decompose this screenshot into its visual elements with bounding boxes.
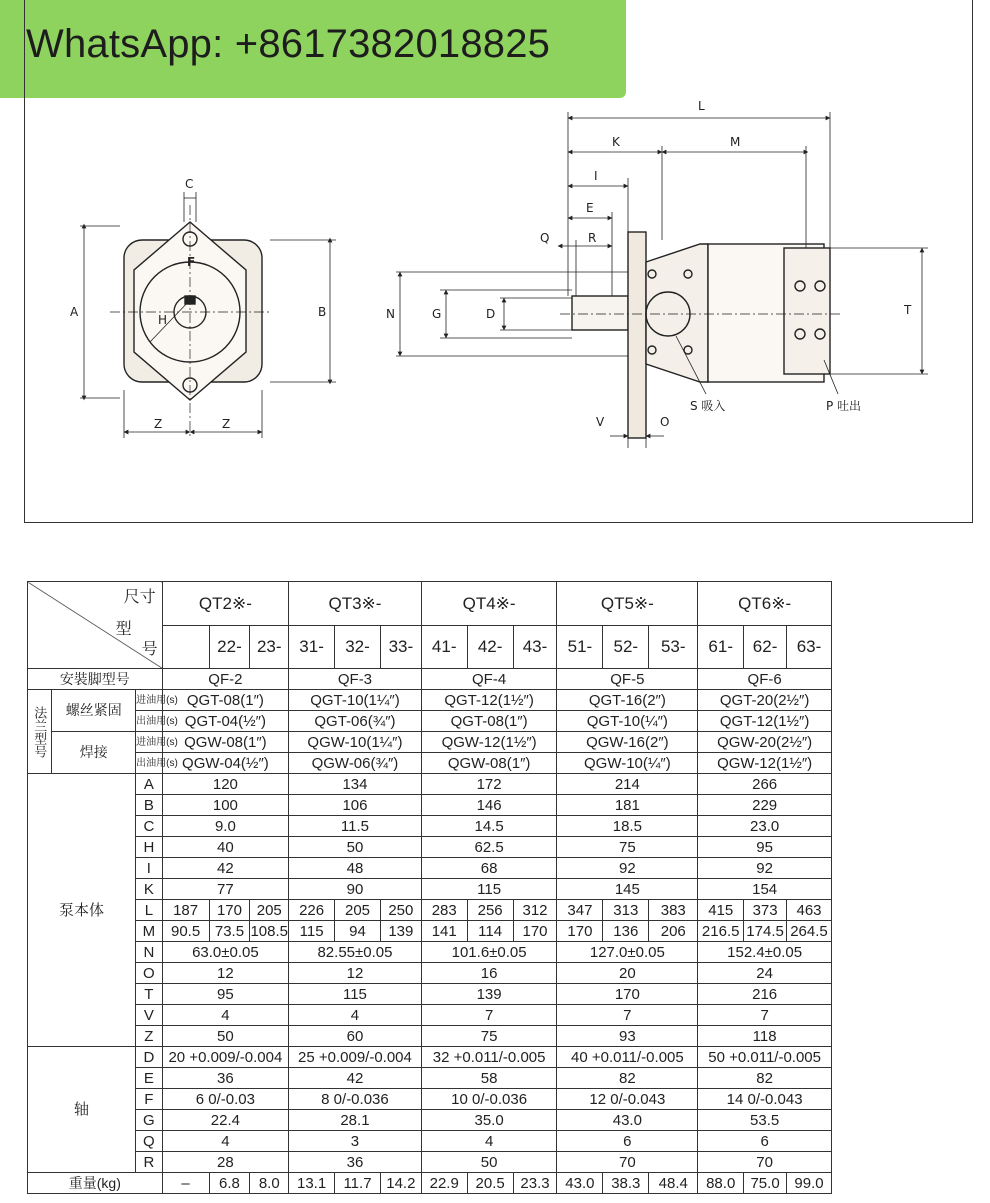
dim-value-cell: 92: [557, 858, 698, 879]
dim-value-cell: 106: [289, 795, 422, 816]
screw-in-cell: QGT-20(2½″): [698, 690, 832, 711]
body-label: 泵本体: [28, 774, 136, 1047]
dim-value-cell: 36: [162, 1068, 289, 1089]
svg-text:B: B: [318, 305, 327, 319]
svg-text:V: V: [596, 415, 605, 429]
dim-value-cell: 58: [421, 1068, 557, 1089]
weld-in-cell: QGW-08(1″): [162, 732, 289, 753]
dim-value-cell: 283: [421, 900, 467, 921]
dim-value-cell: 92: [698, 858, 832, 879]
dim-value-cell: 48: [289, 858, 422, 879]
dim-value-cell: 264.5: [787, 921, 832, 942]
group-qt5: QT5※-: [557, 582, 698, 626]
dim-value-cell: 22.4: [162, 1110, 289, 1131]
dim-value-cell: 7: [557, 1005, 698, 1026]
dim-value-cell: 16: [421, 963, 557, 984]
dim-value-cell: 229: [698, 795, 832, 816]
dim-value-cell: 216.5: [698, 921, 744, 942]
dim-value-cell: 50: [421, 1152, 557, 1173]
svg-text:S 吸入: S 吸入: [690, 399, 726, 413]
dim-key-cell: H: [136, 837, 163, 858]
dim-key-cell: M: [136, 921, 163, 942]
dim-value-cell: 7: [698, 1005, 832, 1026]
weight-cell: 11.7: [335, 1173, 381, 1194]
weld-out-cell: QGW-12(1½″): [698, 753, 832, 774]
dim-value-cell: 114: [467, 921, 513, 942]
dim-value-cell: 170: [557, 984, 698, 1005]
dim-value-cell: 7: [421, 1005, 557, 1026]
model-cell: 51-: [557, 625, 603, 669]
svg-text:D: D: [486, 307, 496, 321]
corner-header-cell: [28, 582, 163, 669]
screw-out-cell: QGT-10(¼″): [557, 711, 698, 732]
dim-value-cell: 53.5: [698, 1110, 832, 1131]
dim-value-cell: 206: [649, 921, 698, 942]
dim-key-cell: R: [136, 1152, 163, 1173]
dim-value-cell: 73.5: [209, 921, 250, 942]
weight-cell: 14.2: [380, 1173, 421, 1194]
mount-label: 安裝脚型号: [28, 669, 163, 690]
dim-value-cell: 63.0±0.05: [162, 942, 289, 963]
dim-value-cell: 139: [380, 921, 421, 942]
dim-value-cell: 139: [421, 984, 557, 1005]
model-cell: 52-: [603, 625, 649, 669]
dim-value-cell: 42: [289, 1068, 422, 1089]
dim-value-cell: 10 0/-0.036: [421, 1089, 557, 1110]
dim-value-cell: 12: [162, 963, 289, 984]
dim-value-cell: 181: [557, 795, 698, 816]
dim-value-cell: 214: [557, 774, 698, 795]
dim-value-cell: 118: [698, 1026, 832, 1047]
screw-in-cell: QGT-16(2″): [557, 690, 698, 711]
corner-num: 号: [141, 641, 158, 658]
dim-value-cell: 70: [698, 1152, 832, 1173]
dim-value-cell: 463: [787, 900, 832, 921]
dim-key-cell: I: [136, 858, 163, 879]
dim-value-cell: 4: [289, 1005, 422, 1026]
in-label: 进油用(s): [136, 690, 163, 711]
model-cell: 23-: [250, 625, 289, 669]
svg-text:G: G: [432, 307, 442, 321]
weight-cell: –: [162, 1173, 209, 1194]
dim-value-cell: 20 +0.009/-0.004: [162, 1047, 289, 1068]
screw-label: 螺丝紧固: [52, 690, 136, 732]
dim-value-cell: 14 0/-0.043: [698, 1089, 832, 1110]
side-view: [396, 112, 928, 448]
corner-type: 型: [115, 621, 132, 638]
weight-cell: 99.0: [787, 1173, 832, 1194]
group-qt2: QT2※-: [162, 582, 289, 626]
dim-value-cell: 90.5: [162, 921, 209, 942]
flange-label: 法兰型号: [28, 690, 52, 774]
weld-in-cell: QGW-12(1½″): [421, 732, 557, 753]
weight-cell: 22.9: [421, 1173, 467, 1194]
mount-cell: QF-5: [557, 669, 698, 690]
dim-key-cell: A: [136, 774, 163, 795]
dim-value-cell: 23.0: [698, 816, 832, 837]
dim-key-cell: Z: [136, 1026, 163, 1047]
weight-cell: 8.0: [250, 1173, 289, 1194]
model-cell: 32-: [335, 625, 381, 669]
mount-cell: QF-4: [421, 669, 557, 690]
dim-value-cell: 373: [744, 900, 787, 921]
dim-value-cell: 347: [557, 900, 603, 921]
dim-key-cell: E: [136, 1068, 163, 1089]
banner-text: WhatsApp: +8617382018825: [26, 22, 551, 66]
svg-text:O: O: [660, 415, 670, 429]
dim-value-cell: 42: [162, 858, 289, 879]
dimension-table: [27, 581, 832, 1194]
dim-value-cell: 93: [557, 1026, 698, 1047]
front-view: [80, 192, 336, 438]
weld-out-cell: QGW-04(½″): [162, 753, 289, 774]
body-rows: [28, 774, 832, 1047]
dim-value-cell: 75: [557, 837, 698, 858]
dim-key-cell: V: [136, 1005, 163, 1026]
dim-value-cell: 4: [162, 1005, 289, 1026]
dim-value-cell: 120: [162, 774, 289, 795]
dim-value-cell: 4: [162, 1131, 289, 1152]
dim-value-cell: 40 +0.011/-0.005: [557, 1047, 698, 1068]
dim-value-cell: 127.0±0.05: [557, 942, 698, 963]
dim-value-cell: 82: [698, 1068, 832, 1089]
screw-out-cell: QGT-12(1½″): [698, 711, 832, 732]
weight-cell: 88.0: [698, 1173, 744, 1194]
dim-value-cell: 8 0/-0.036: [289, 1089, 422, 1110]
dim-value-cell: 28: [162, 1152, 289, 1173]
dim-key-cell: T: [136, 984, 163, 1005]
weight-cell: 38.3: [603, 1173, 649, 1194]
dim-value-cell: 32 +0.011/-0.005: [421, 1047, 557, 1068]
dim-value-cell: 216: [698, 984, 832, 1005]
weld-in-cell: QGW-10(1¼″): [289, 732, 422, 753]
dim-value-cell: 70: [557, 1152, 698, 1173]
weight-cell: 23.3: [513, 1173, 557, 1194]
screw-out-cell: QGT-06(¾″): [289, 711, 422, 732]
dim-value-cell: 141: [421, 921, 467, 942]
dim-value-cell: 62.5: [421, 837, 557, 858]
dim-value-cell: 170: [557, 921, 603, 942]
svg-text:P 吐出: P 吐出: [826, 399, 862, 413]
dim-value-cell: 312: [513, 900, 557, 921]
dim-value-cell: 152.4±0.05: [698, 942, 832, 963]
screw-in-cell: QGT-12(1½″): [421, 690, 557, 711]
svg-text:C: C: [185, 177, 194, 191]
dim-value-cell: 60: [289, 1026, 422, 1047]
weld-in-cell: QGW-20(2½″): [698, 732, 832, 753]
dim-value-cell: 170: [209, 900, 250, 921]
dim-value-cell: 266: [698, 774, 832, 795]
svg-text:Z: Z: [154, 417, 163, 431]
weight-cell: 43.0: [557, 1173, 603, 1194]
dim-value-cell: 11.5: [289, 816, 422, 837]
dim-value-cell: 174.5: [744, 921, 787, 942]
dim-value-cell: 101.6±0.05: [421, 942, 557, 963]
weight-cell: 75.0: [744, 1173, 787, 1194]
dim-value-cell: 40: [162, 837, 289, 858]
svg-text:A: A: [70, 305, 79, 319]
svg-text:L: L: [698, 99, 705, 113]
dim-value-cell: 77: [162, 879, 289, 900]
dim-key-cell: L: [136, 900, 163, 921]
model-cell: 22-: [209, 625, 250, 669]
svg-text:E: E: [586, 201, 594, 215]
dim-key-cell: D: [136, 1047, 163, 1068]
dim-value-cell: 136: [603, 921, 649, 942]
dim-value-cell: 115: [289, 921, 335, 942]
screw-in-cell: QGT-10(1¼″): [289, 690, 422, 711]
svg-text:F: F: [187, 255, 196, 269]
weight-cell: 6.8: [209, 1173, 250, 1194]
model-cell: 62-: [744, 625, 787, 669]
dim-key-cell: Q: [136, 1131, 163, 1152]
dim-value-cell: 94: [335, 921, 381, 942]
dim-value-cell: 383: [649, 900, 698, 921]
dim-value-cell: 18.5: [557, 816, 698, 837]
dim-value-cell: 115: [289, 984, 422, 1005]
shaft-label: 轴: [28, 1047, 136, 1173]
dim-value-cell: 115: [421, 879, 557, 900]
dim-value-cell: 68: [421, 858, 557, 879]
dim-key-cell: G: [136, 1110, 163, 1131]
model-cell: [162, 625, 209, 669]
corner-size: 尺寸: [123, 589, 156, 606]
weld-out-cell: QGW-06(¾″): [289, 753, 422, 774]
dim-value-cell: 50: [289, 837, 422, 858]
dim-value-cell: 205: [250, 900, 289, 921]
mount-cell: QF-2: [162, 669, 289, 690]
svg-text:R: R: [588, 231, 597, 245]
pump-dimension-drawing: [0, 0, 990, 522]
svg-text:H: H: [158, 313, 168, 327]
dim-value-cell: 28.1: [289, 1110, 422, 1131]
dim-value-cell: 9.0: [162, 816, 289, 837]
shaft-rows: [28, 1047, 832, 1173]
dim-key-cell: F: [136, 1089, 163, 1110]
dim-value-cell: 134: [289, 774, 422, 795]
svg-text:Q: Q: [540, 231, 550, 245]
dim-value-cell: 25 +0.009/-0.004: [289, 1047, 422, 1068]
screw-out-cell: QGT-08(1″): [421, 711, 557, 732]
group-qt4: QT4※-: [421, 582, 557, 626]
dim-value-cell: 250: [380, 900, 421, 921]
svg-text:K: K: [612, 135, 620, 149]
out-label: 出油用(s): [136, 711, 163, 732]
weight-label: 重量(kg): [28, 1173, 163, 1194]
dim-value-cell: 6: [698, 1131, 832, 1152]
dim-value-cell: 75: [421, 1026, 557, 1047]
svg-text:Z: Z: [222, 417, 231, 431]
weight-cell: 48.4: [649, 1173, 698, 1194]
dim-value-cell: 6 0/-0.03: [162, 1089, 289, 1110]
dim-value-cell: 415: [698, 900, 744, 921]
screw-in-cell: QGT-08(1″): [162, 690, 289, 711]
dim-value-cell: 145: [557, 879, 698, 900]
weld-in-cell: QGW-16(2″): [557, 732, 698, 753]
out-label: 出油用(s): [136, 753, 163, 774]
dim-value-cell: 14.5: [421, 816, 557, 837]
model-cell: 43-: [513, 625, 557, 669]
model-cell: 61-: [698, 625, 744, 669]
dim-value-cell: 4: [421, 1131, 557, 1152]
dim-value-cell: 154: [698, 879, 832, 900]
mount-cell: QF-6: [698, 669, 832, 690]
dim-value-cell: 256: [467, 900, 513, 921]
dim-value-cell: 90: [289, 879, 422, 900]
dim-value-cell: 82.55±0.05: [289, 942, 422, 963]
dim-value-cell: 50 +0.011/-0.005: [698, 1047, 832, 1068]
mount-cell: QF-3: [289, 669, 422, 690]
dim-value-cell: 313: [603, 900, 649, 921]
dim-value-cell: 3: [289, 1131, 422, 1152]
svg-text:M: M: [730, 135, 741, 149]
dim-value-cell: 12: [289, 963, 422, 984]
in-label: 进油用(s): [136, 732, 163, 753]
dim-value-cell: 82: [557, 1068, 698, 1089]
dim-value-cell: 205: [335, 900, 381, 921]
model-cell: 33-: [380, 625, 421, 669]
weight-cell: 13.1: [289, 1173, 335, 1194]
svg-text:I: I: [594, 169, 598, 183]
weight-cell: 20.5: [467, 1173, 513, 1194]
model-cell: 31-: [289, 625, 335, 669]
dim-value-cell: 35.0: [421, 1110, 557, 1131]
dim-key-cell: B: [136, 795, 163, 816]
group-qt3: QT3※-: [289, 582, 422, 626]
dim-value-cell: 172: [421, 774, 557, 795]
dim-key-cell: N: [136, 942, 163, 963]
model-cell: 41-: [421, 625, 467, 669]
dim-value-cell: 95: [162, 984, 289, 1005]
dim-value-cell: 187: [162, 900, 209, 921]
weld-out-cell: QGW-10(¼″): [557, 753, 698, 774]
dim-key-cell: O: [136, 963, 163, 984]
dim-value-cell: 108.5: [250, 922, 289, 940]
svg-text:N: N: [386, 307, 395, 321]
weld-out-cell: QGW-08(1″): [421, 753, 557, 774]
weld-label: 焊接: [52, 732, 136, 774]
dim-value-cell: 12 0/-0.043: [557, 1089, 698, 1110]
dim-value-cell: 43.0: [557, 1110, 698, 1131]
dim-value-cell: 226: [289, 900, 335, 921]
dim-value-cell: 50: [162, 1026, 289, 1047]
group-qt6: QT6※-: [698, 582, 832, 626]
dim-value-cell: 95: [698, 837, 832, 858]
dim-value-cell: 36: [289, 1152, 422, 1173]
dim-value-cell: 146: [421, 795, 557, 816]
svg-text:T: T: [904, 303, 912, 317]
model-cell: 42-: [467, 625, 513, 669]
dim-value-cell: 170: [513, 921, 557, 942]
dim-key-cell: C: [136, 816, 163, 837]
dim-value-cell: 100: [162, 795, 289, 816]
dim-value-cell: 24: [698, 963, 832, 984]
model-cell: 63-: [787, 625, 832, 669]
model-cell: 53-: [649, 625, 698, 669]
dim-value-cell: 6: [557, 1131, 698, 1152]
dim-key-cell: K: [136, 879, 163, 900]
screw-out-cell: QGT-04(½″): [162, 711, 289, 732]
dim-value-cell: 20: [557, 963, 698, 984]
